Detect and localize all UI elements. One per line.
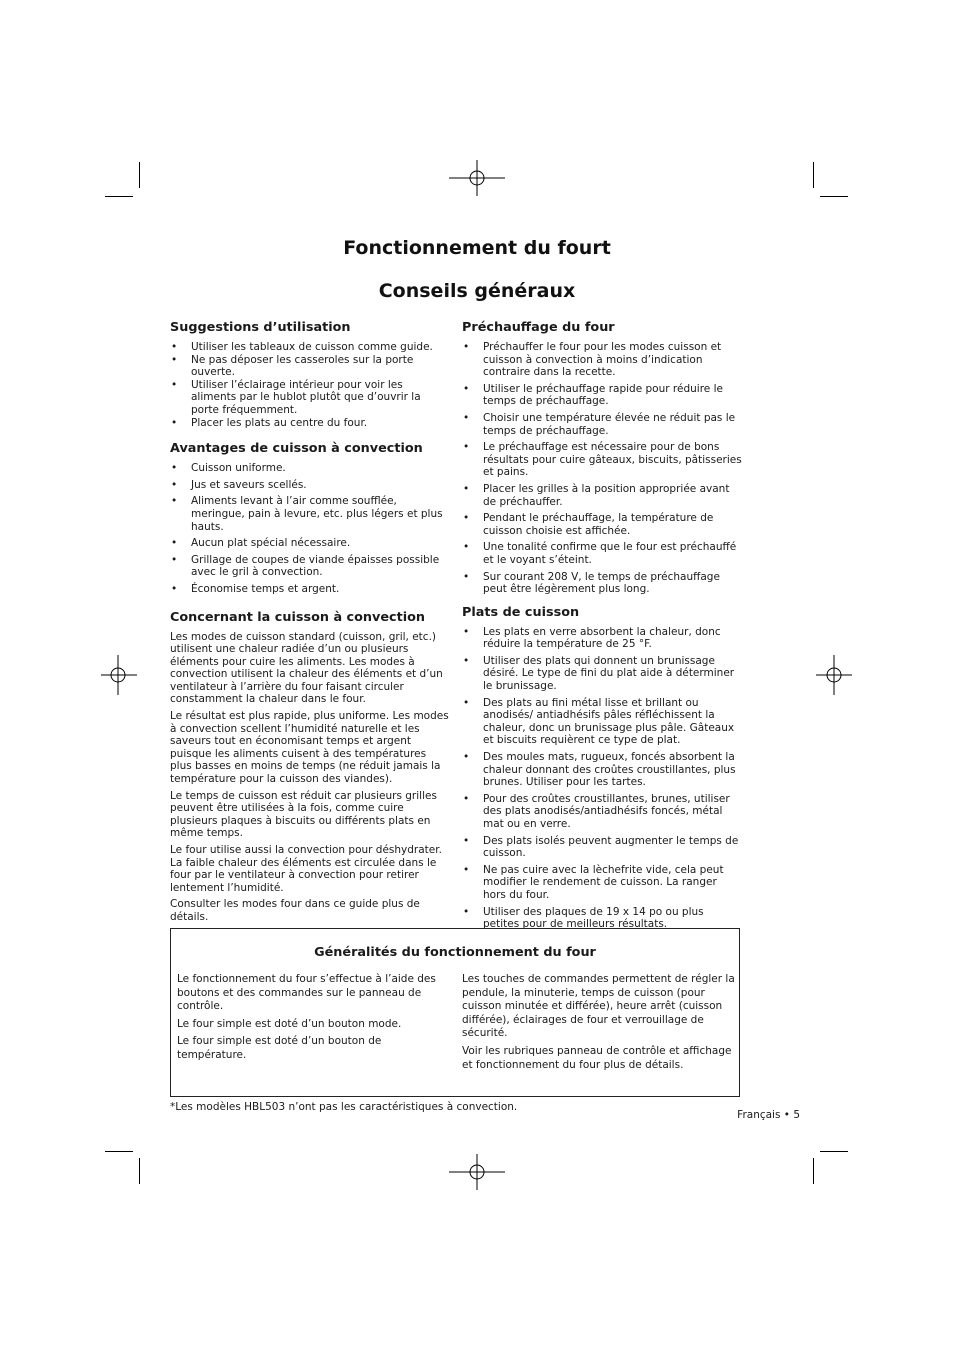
registration-mark-right: [816, 655, 852, 695]
paragraph: Voir les rubriques panneau de contrôle et affichage et fonctionnement du four plus de détails.: [462, 1044, 732, 1071]
generalites-left-column: [177, 973, 449, 1063]
list-item: • Utiliser des plaques de 19 x 14 po ou plus petites pour de meilleurs résultats.: [462, 906, 742, 931]
page-subtitle: Conseils généraux: [378, 280, 576, 302]
paragraph: Les touches de commandes permettent de régler la pendule, la minuterie, temps de cuisson (pour cuisson minutée et différée), heure arrêt (cuisson différée), éclairages de four et verrouillage de sécurité.: [462, 973, 735, 1040]
list-item: • Utiliser des plats qui donnent un brunissage désiré. Le type de fini du plat aide à déterminer le brunissage.: [462, 655, 742, 693]
page-number: Français • 5: [737, 1109, 800, 1121]
generalites-heading: Généralités du fonctionnement du four: [314, 945, 596, 960]
list-item: • Pendant le préchauffage, la température de cuisson choisie est affichée.: [462, 512, 742, 537]
generalites-box: [170, 928, 740, 1097]
list-item: • Préchauffer le four pour les modes cuisson et cuisson à convection à moins d’indication contraire dans la recette.: [462, 341, 742, 379]
list-item: • Placer les plats au centre du four.: [170, 417, 450, 430]
right-column: [462, 320, 742, 931]
paragraph: Le fonctionnement du four s’effectue à l’aide des boutons et des commandes sur le panneau de contrôle.: [177, 973, 436, 1013]
prechauffage-heading: Préchauffage du four: [462, 320, 615, 335]
registration-mark-bottom: [449, 1152, 505, 1192]
plats-section: [462, 605, 742, 931]
avantages-heading: Avantages de cuisson à convection: [170, 441, 423, 457]
list-item: • Utiliser l’éclairage intérieur pour voir les aliments par le hublot plutôt que d’ouvrir la porte fréquemment.: [170, 379, 450, 417]
list-item: • Utiliser les tableaux de cuisson comme guide.: [170, 341, 450, 354]
list-item: • Jus et saveurs scellés.: [170, 479, 450, 492]
plats-list: [462, 626, 742, 931]
list-item: • Les plats en verre absorbent la chaleur, donc réduire la température de 25 °F.: [462, 626, 742, 651]
suggestions-section: [170, 320, 450, 429]
prechauffage-list: [462, 341, 742, 596]
suggestions-list: [170, 341, 450, 429]
avantages-list: [170, 462, 450, 595]
crop-mark: [139, 162, 140, 188]
list-item: • Pour des croûtes croustillantes, brunes, utiliser des plats anodisés/antiadhésifs foncés, métal mat ou en verre.: [462, 793, 742, 831]
list-item: • Choisir une température élevée ne réduit pas le temps de préchauffage.: [462, 412, 742, 437]
list-item: • Aucun plat spécial nécessaire.: [170, 537, 450, 550]
generalites-right-column: [462, 973, 736, 1072]
crop-mark: [813, 162, 814, 188]
paragraph: Les modes de cuisson standard (cuisson, gril, etc.) utilisent une chaleur radiée d’un ou plusieurs éléments pour cuire les aliments. Les modes à convection utilisent la chaleur des éléments et d’un ventilateur à l’arrière du four faisant circuler constamment la chaleur dans le four.: [170, 630, 443, 706]
crop-mark: [813, 1158, 814, 1184]
list-item: • Cuisson uniforme.: [170, 462, 450, 475]
concernant-heading: Concernant la cuisson à convection: [170, 609, 426, 625]
list-item: • Des moules mats, rugueux, foncés absorbent la chaleur donnant des croûtes croustillantes, plus brunes. Utiliser pour les tartes.: [462, 751, 742, 789]
paragraph: Consulter les modes four dans ce guide plus de détails.: [170, 898, 420, 923]
paragraph: Le four simple est doté d’un bouton mode.: [177, 1017, 402, 1030]
list-item: • Placer les grilles à la position appropriée avant de préchauffer.: [462, 483, 742, 508]
list-item: • Utiliser le préchauffage rapide pour réduire le temps de préchauffage.: [462, 383, 742, 408]
list-item: • Le préchauffage est nécessaire pour de bons résultats pour cuire gâteaux, biscuits, pâtisseries et pains.: [462, 441, 742, 479]
list-item: • Sur courant 208 V, le temps de préchauffage peut être légèrement plus long.: [462, 571, 742, 596]
list-item: • Aliments levant à l’air comme soufflée, meringue, pain à levure, etc. plus légers et plus hauts.: [170, 495, 450, 533]
list-item: • Des plats au fini métal lisse et brillant ou anodisés/ antiadhésifs pâles réfléchissent la chaleur, donc un brunissage plus pâle. Gâteaux et biscuits requièrent ce type de plat.: [462, 697, 742, 747]
crop-mark: [820, 1151, 848, 1152]
paragraph: Le four utilise aussi la convection pour déshydrater. La faible chaleur des éléments est circulée dans le four par le ventilateur à convection pour retirer lentement l’humidité.: [170, 844, 442, 894]
page-title: Fonctionnement du fourt: [343, 237, 611, 259]
paragraph: Le résultat est plus rapide, plus uniforme. Les modes à convection scellent l’humidité naturelle et les saveurs tout en économisant temps et argent puisque les aliments cuisent à des températures plus basses en moins de temps (ne réduit jamais la température pour la cuisson des viandes).: [170, 710, 449, 786]
avantages-section: [170, 441, 450, 595]
list-item: • Économise temps et argent.: [170, 583, 450, 596]
concernant-section: [170, 610, 450, 924]
registration-mark-left: [101, 655, 137, 695]
registration-mark-top: [449, 158, 505, 198]
paragraph: Le temps de cuisson est réduit car plusieurs grilles peuvent être utilisées à la fois, comme cuire plusieurs plaques à biscuits ou différents plats en même temps.: [170, 789, 437, 840]
suggestions-heading: Suggestions d’utilisation: [170, 320, 351, 335]
left-column: [170, 320, 450, 924]
footnote: *Les modèles HBL503 n’ont pas les caractéristiques à convection.: [170, 1101, 518, 1113]
list-item: • Une tonalité confirme que le four est préchauffé et le voyant s’éteint.: [462, 541, 742, 566]
crop-mark: [820, 196, 848, 197]
list-item: • Grillage de coupes de viande épaisses possible avec le gril à convection.: [170, 554, 450, 579]
crop-mark: [105, 1151, 133, 1152]
prechauffage-section: [462, 320, 742, 596]
crop-mark: [105, 196, 133, 197]
list-item: • Ne pas cuire avec la lèchefrite vide, cela peut modifier le rendement de cuisson. La ranger hors du four.: [462, 864, 742, 902]
plats-heading: Plats de cuisson: [462, 604, 580, 620]
crop-mark: [139, 1158, 140, 1184]
list-item: • Des plats isolés peuvent augmenter le temps de cuisson.: [462, 835, 742, 860]
paragraph: Le four simple est doté d’un bouton de température.: [177, 1035, 382, 1061]
list-item: • Ne pas déposer les casseroles sur la porte ouverte.: [170, 354, 450, 379]
